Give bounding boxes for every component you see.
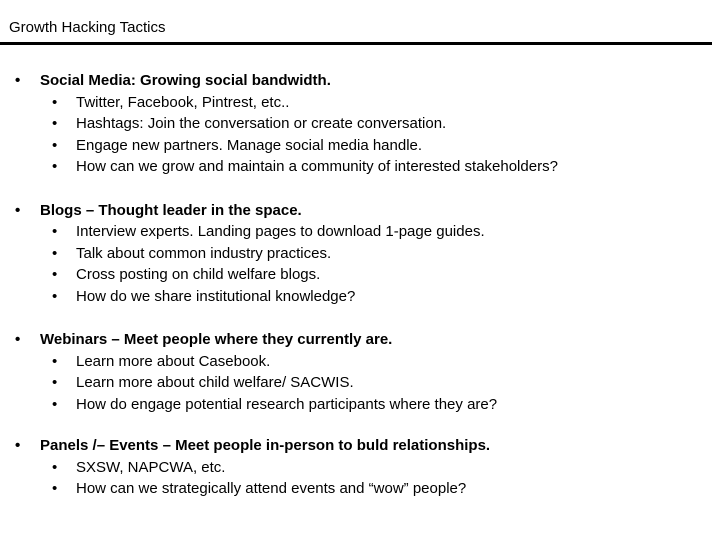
section-panels-events (15, 435, 715, 500)
title-divider (0, 42, 712, 45)
list-item-text: Twitter, Facebook, Pintrest, etc.. (76, 93, 290, 111)
bullet-icon: • (52, 458, 58, 476)
list-item-text: Cross posting on child welfare blogs. (76, 266, 321, 283)
heading-text: Social Media: Growing social bandwidth. (40, 72, 331, 89)
list-item (15, 264, 715, 286)
section-social-media (15, 70, 715, 178)
bullet-icon: • (52, 266, 58, 283)
slide-title: Growth Hacking Tactics (9, 19, 166, 36)
slide-content (15, 70, 715, 520)
section-heading (15, 435, 715, 457)
list-item (15, 221, 715, 243)
section-heading (15, 200, 715, 222)
heading-text: Blogs – Thought leader in the space. (40, 201, 302, 219)
list-item (15, 286, 715, 308)
bullet-icon: • (52, 352, 58, 370)
list-item-text: How do engage potential research participants where they are? (76, 395, 498, 413)
list-item-text: Engage new partners. Manage social media handle. (76, 136, 423, 154)
list-item (15, 156, 715, 178)
bullet-icon: • (52, 136, 58, 154)
bullet-icon: • (15, 331, 21, 348)
list-item-text: SXSW, NAPCWA, etc. (76, 458, 226, 476)
bullet-icon: • (52, 115, 58, 132)
list-item (15, 351, 715, 373)
list-item (15, 135, 715, 157)
list-item (15, 478, 715, 500)
bullet-icon: • (52, 480, 58, 497)
list-item-text: How do we share institutional knowledge? (76, 287, 356, 305)
list-item (15, 394, 715, 416)
list-item (15, 113, 715, 135)
list-item (15, 243, 715, 265)
bullet-icon: • (15, 201, 21, 219)
list-item (15, 457, 715, 479)
list-item-text: Learn more about child welfare/ SACWIS. (76, 374, 354, 391)
bullet-icon: • (52, 93, 58, 111)
list-item (15, 92, 715, 114)
list-item-text: How can we strategically attend events and “wow” people? (76, 480, 467, 497)
bullet-icon: • (52, 223, 58, 240)
list-item-text: Interview experts. Landing pages to download 1-page guides. (76, 223, 485, 240)
list-item-text: Learn more about Casebook. (76, 352, 271, 370)
bullet-icon: • (52, 244, 58, 262)
bullet-icon: • (15, 437, 21, 454)
section-webinars (15, 329, 715, 415)
list-item-text: How can we grow and maintain a community of interested stakeholders? (76, 158, 558, 175)
list-item-text: Talk about common industry practices. (76, 244, 332, 262)
heading-text: Webinars – Meet people where they currently are. (40, 331, 393, 348)
list-item-text: Hashtags: Join the conversation or create conversation. (76, 115, 447, 132)
bullet-icon: • (52, 374, 58, 391)
bullet-icon: • (52, 395, 58, 413)
section-heading (15, 329, 715, 351)
bullet-icon: • (52, 287, 58, 305)
bullet-icon: • (52, 158, 58, 175)
section-heading (15, 70, 715, 92)
section-blogs (15, 200, 715, 308)
heading-text: Panels /– Events – Meet people in-person to buld relationships. (40, 437, 491, 454)
list-item (15, 372, 715, 394)
bullet-icon: • (15, 72, 21, 89)
